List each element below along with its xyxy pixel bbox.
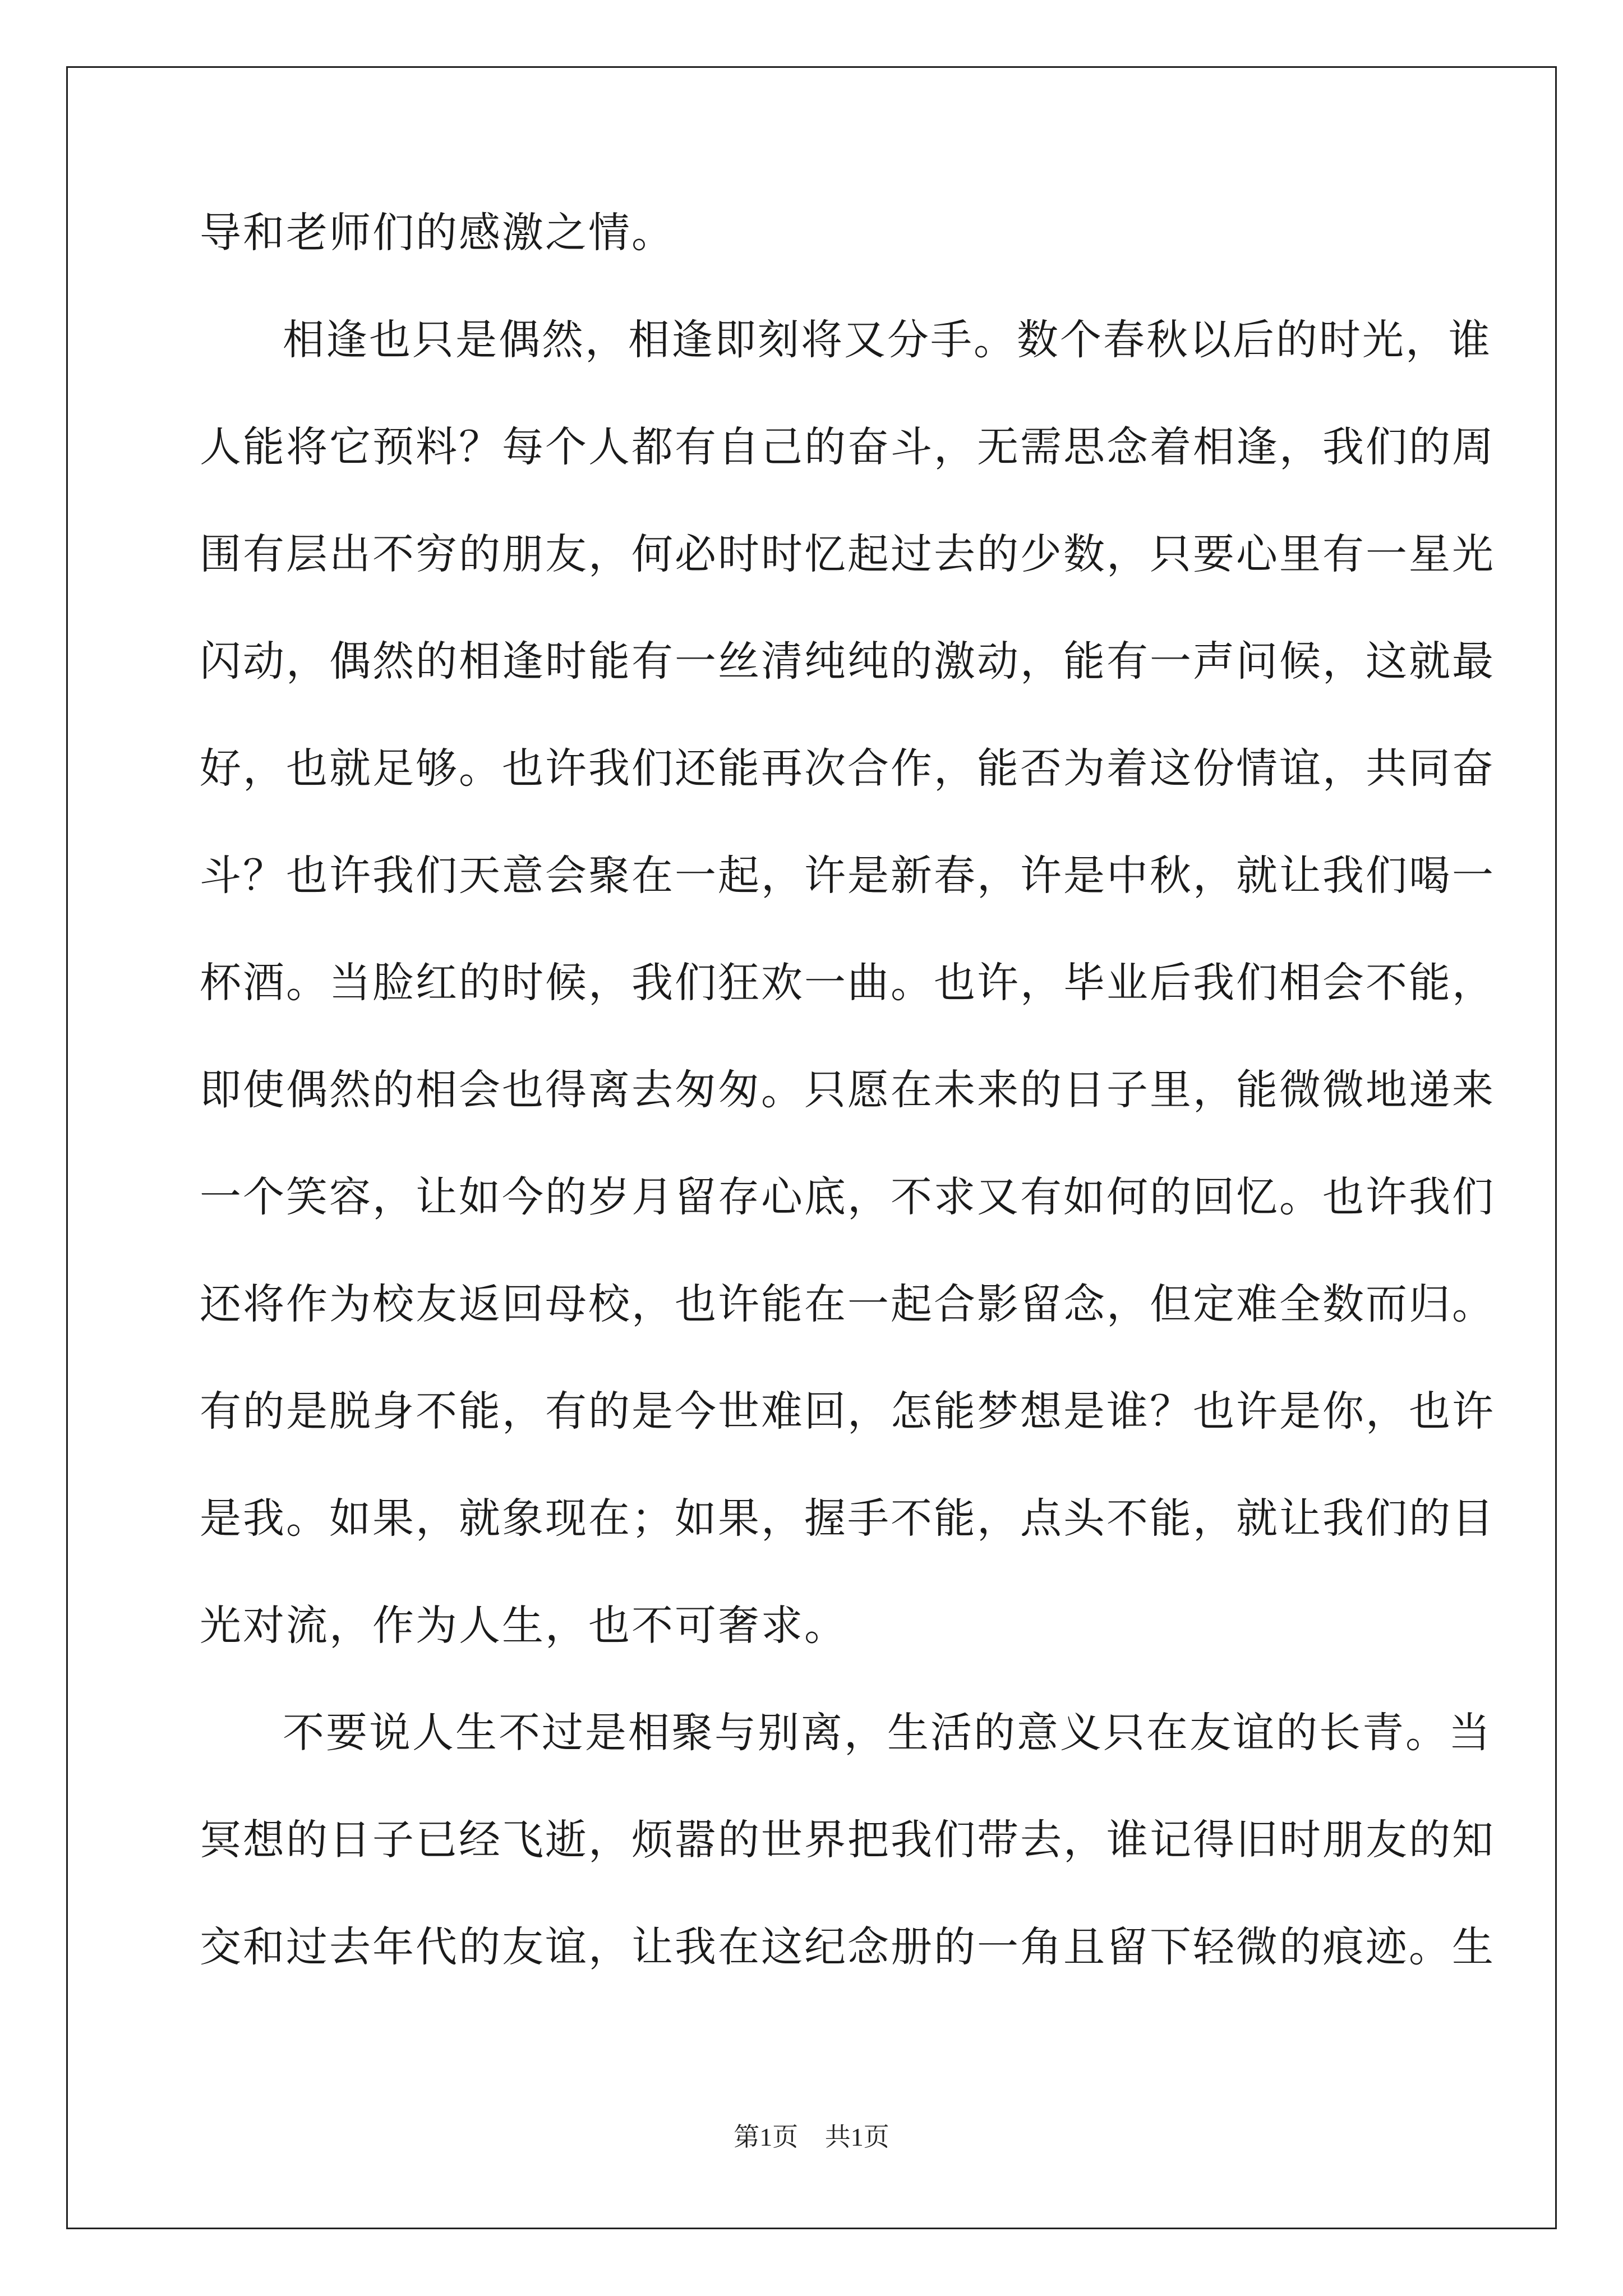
document-body [200, 205, 1495, 2026]
text-line: 交和过去年代的友谊，让我在这纪念册的一角且留下轻微的痕迹。生 [200, 1923, 1495, 1971]
text-line: 围有层出不穷的朋友，何必时时忆起过去的少数，只要心里有一星光 [200, 530, 1495, 578]
text-line: 一个笑容，让如今的岁月留存心底，不求又有如何的回忆。也许我们 [200, 1173, 1495, 1221]
text-line: 斗？也许我们天意会聚在一起，许是新春，许是中秋，就让我们喝一 [200, 852, 1495, 900]
text-line: 是我。如果，就象现在；如果，握手不能，点头不能，就让我们的目 [200, 1494, 1495, 1543]
text-line: 有的是脱身不能，有的是今世难回，怎能梦想是谁？也许是你，也许 [200, 1387, 1495, 1435]
text-line: 杯酒。当脸红的时候，我们狂欢一曲。也许，毕业后我们相会不能， [200, 959, 1495, 1007]
text-line: 还将作为校友返回母校，也许能在一起合影留念，但定难全数而归。 [200, 1280, 1495, 1328]
text-line: 闪动，偶然的相逢时能有一丝清纯纯的激动，能有一声问候，这就最 [200, 637, 1495, 685]
text-line: 即使偶然的相会也得离去匆匆。只愿在未来的日子里，能微微地递来 [200, 1066, 1495, 1114]
text-line: 冥想的日子已经飞逝，烦嚣的世界把我们带去，谁记得旧时朋友的知 [200, 1816, 1495, 1864]
text-line: 不要说人生不过是相聚与别离，生活的意义只在友谊的长青。当 [283, 1709, 1492, 1757]
text-line: 相逢也只是偶然，相逢即刻将又分手。数个春秋以后的时光，谁 [283, 316, 1492, 364]
page-footer [0, 2120, 1623, 2154]
page-total: 共1页 [824, 2123, 889, 2151]
text-line: 光对流，作为人生，也不可奢求。 [200, 1602, 847, 1650]
page-number: 第1页 [734, 2123, 799, 2151]
text-line: 好，也就足够。也许我们还能再次合作，能否为着这份情谊，共同奋 [200, 744, 1495, 793]
text-line: 人能将它预料？每个人都有自己的奋斗，无需思念着相逢，我们的周 [200, 423, 1495, 471]
text-line: 导和老师们的感激之情。 [200, 209, 675, 257]
